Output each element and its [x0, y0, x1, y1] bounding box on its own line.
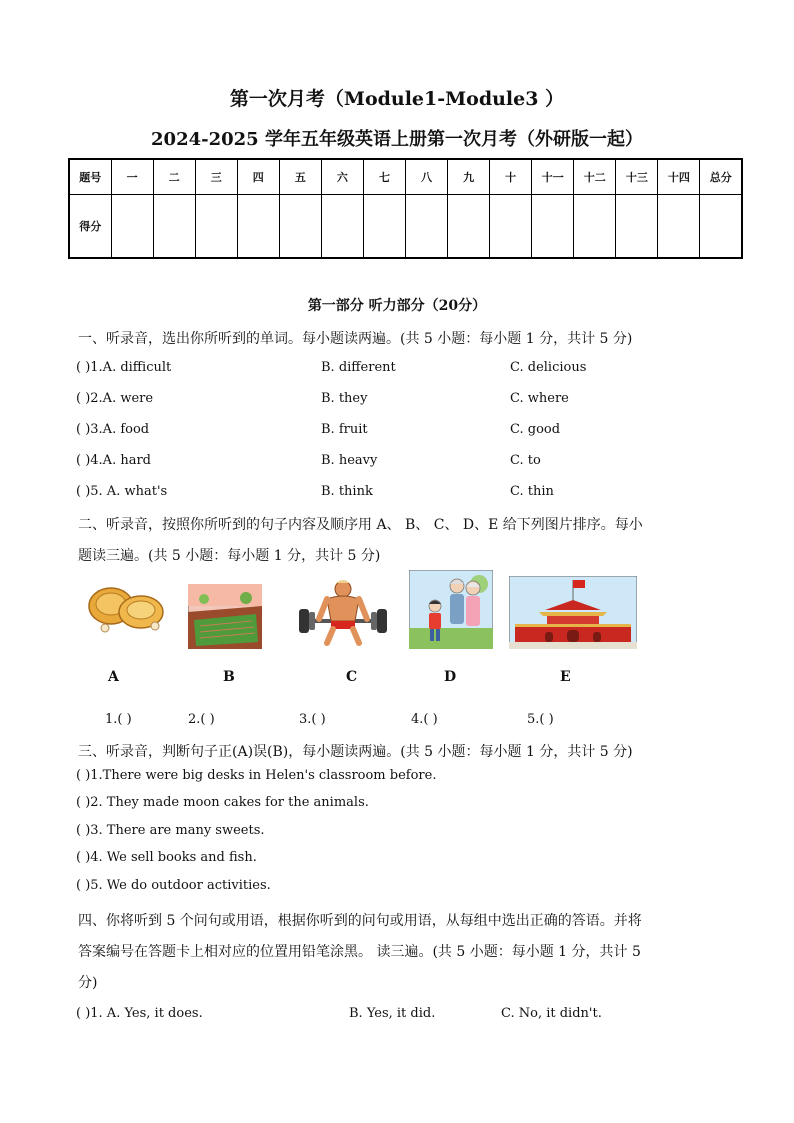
score-header-cell: 十 — [490, 159, 532, 195]
score-header-cell: 十一 — [532, 159, 574, 195]
s1-item5-b: B. think — [321, 484, 373, 499]
picture-label-d: D — [444, 669, 457, 685]
s1-item4-c: C. to — [510, 453, 541, 468]
section2-heading-line2: 题读三遍。(共 5 小题：每小题 1 分，共计 5 分) — [78, 548, 381, 564]
s3-item1: ( )1.There were big desks in Helen's classroom before. — [76, 768, 437, 783]
order-blank-2[interactable]: 2.( ) — [188, 712, 215, 727]
score-header-cell: 总分 — [700, 159, 742, 195]
page-title: 第一次月考（Module1-Module3 ） — [229, 88, 565, 110]
score-header-cell: 四 — [237, 159, 279, 195]
playground-picture — [188, 584, 262, 649]
s1-item3-a: ( )3.A. food — [76, 422, 150, 437]
order-blank-3[interactable]: 3.( ) — [299, 712, 326, 727]
mooncake-picture — [85, 580, 169, 634]
score-table-score-row — [69, 195, 742, 259]
part-title: 第一部分 听力部分（20分） — [307, 298, 487, 314]
tiananmen-picture — [509, 576, 637, 649]
score-cell[interactable] — [700, 195, 742, 259]
score-cell[interactable] — [658, 195, 700, 259]
score-cell[interactable] — [406, 195, 448, 259]
score-cell[interactable] — [195, 195, 237, 259]
picture-label-b: B — [223, 669, 235, 685]
score-header-cell: 题号 — [69, 159, 111, 195]
section3-heading: 三、听录音，判断句子正(A)误(B)，每小题读两遍。(共 5 小题：每小题 1 分，共计 5 分) — [78, 744, 633, 760]
score-cell[interactable] — [574, 195, 616, 259]
s1-item4-a: ( )4.A. hard — [76, 453, 151, 468]
score-header-cell: 二 — [153, 159, 195, 195]
score-header-cell: 十三 — [616, 159, 658, 195]
score-cell[interactable] — [111, 195, 153, 259]
score-header-cell: 八 — [406, 159, 448, 195]
picture-label-c: C — [346, 669, 358, 685]
s4-item1-c: C. No, it didn't. — [501, 1006, 602, 1021]
s4-item1-b: B. Yes, it did. — [349, 1006, 436, 1021]
order-blank-5[interactable]: 5.( ) — [527, 712, 554, 727]
s3-item5: ( )5. We do outdoor activities. — [76, 878, 271, 893]
score-header-cell: 一 — [111, 159, 153, 195]
score-header-cell: 九 — [448, 159, 490, 195]
score-header-cell: 五 — [279, 159, 321, 195]
s1-item2-b: B. they — [321, 391, 368, 406]
score-header-cell: 六 — [321, 159, 363, 195]
weightlifter-picture — [295, 577, 391, 647]
score-row-label: 得分 — [69, 195, 111, 259]
section4-heading-line2: 答案编号在答题卡上相对应的位置用铅笔涂黑。 读三遍。(共 5 小题：每小题 1 分，共计 5 — [78, 944, 641, 960]
order-blank-1[interactable]: 1.( ) — [105, 712, 132, 727]
s1-item5-c: C. thin — [510, 484, 554, 499]
score-cell[interactable] — [616, 195, 658, 259]
score-header-cell: 三 — [195, 159, 237, 195]
s1-item1-b: B. different — [321, 360, 396, 375]
s1-item3-b: B. fruit — [321, 422, 368, 437]
s1-item4-b: B. heavy — [321, 453, 378, 468]
s3-item2: ( )2. They made moon cakes for the animals. — [76, 795, 369, 810]
score-table-header-row — [69, 159, 742, 195]
s4-item1-a: ( )1. A. Yes, it does. — [76, 1006, 203, 1021]
score-cell[interactable] — [153, 195, 195, 259]
section1-heading: 一、听录音，选出你所听到的单词。每小题读两遍。(共 5 小题：每小题 1 分，共计 5 分) — [78, 331, 633, 347]
picture-label-e: E — [560, 669, 571, 685]
s1-item2-a: ( )2.A. were — [76, 391, 154, 406]
score-cell[interactable] — [448, 195, 490, 259]
score-header-cell: 七 — [363, 159, 405, 195]
section2-heading-line1: 二、听录音，按照你所听到的句子内容及顺序用 A、 B、 C、 D、E 给下列图片排序。每小 — [78, 517, 643, 533]
score-cell[interactable] — [237, 195, 279, 259]
score-cell[interactable] — [490, 195, 532, 259]
s1-item2-c: C. where — [510, 391, 569, 406]
s1-item5-a: ( )5. A. what's — [76, 484, 168, 499]
score-header-cell: 十二 — [574, 159, 616, 195]
page-subtitle: 2024-2025 学年五年级英语上册第一次月考（外研版一起） — [151, 129, 643, 150]
s3-item3: ( )3. There are many sweets. — [76, 823, 265, 838]
family-picture — [409, 570, 493, 649]
section4-heading-line1: 四、你将听到 5 个问句或用语，根据你听到的问句或用语，从每组中选出正确的答语。并将 — [78, 913, 642, 929]
score-cell[interactable] — [321, 195, 363, 259]
order-blank-4[interactable]: 4.( ) — [411, 712, 438, 727]
score-cell[interactable] — [363, 195, 405, 259]
s3-item4: ( )4. We sell books and fish. — [76, 850, 257, 865]
section4-heading-line3: 分) — [78, 975, 98, 991]
s1-item1-a: ( )1.A. difficult — [76, 360, 172, 375]
score-header-cell: 十四 — [658, 159, 700, 195]
picture-label-a: A — [108, 669, 119, 685]
s1-item1-c: C. delicious — [510, 360, 587, 375]
score-cell[interactable] — [532, 195, 574, 259]
score-cell[interactable] — [279, 195, 321, 259]
s1-item3-c: C. good — [510, 422, 561, 437]
score-table — [68, 158, 743, 259]
